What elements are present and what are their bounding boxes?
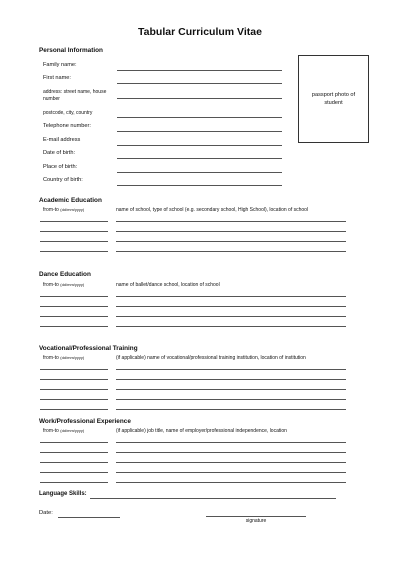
vocational-date-line[interactable] [40,369,108,370]
place-of-birth-field[interactable] [117,172,282,173]
vocational-detail-line[interactable] [116,369,346,370]
dance-date-line[interactable] [40,306,108,307]
language-skills-field[interactable] [90,498,336,499]
academic-detail-line[interactable] [116,251,346,252]
photo-label: passport photo of student [311,92,356,106]
work-date-line[interactable] [40,452,108,453]
work-detail-line[interactable] [116,482,346,483]
section-heading-personal: Personal Information [39,47,103,54]
vocational-detail-line[interactable] [116,389,346,390]
section-heading-vocational: Vocational/Professional Training [39,345,138,352]
first-name-field[interactable] [117,83,282,84]
work-detail-line[interactable] [116,472,346,473]
date-field[interactable] [58,517,120,518]
work-date-line[interactable] [40,462,108,463]
vocational-detail-line[interactable] [116,399,346,400]
language-skills-label: Language Skills: [39,491,87,497]
label-first-name: First name: [43,75,71,81]
vocational-date-line[interactable] [40,389,108,390]
academic-description-label: name of school, type of school (e.g. secondary school, High School), location of school [116,207,309,213]
dance-detail-line[interactable] [116,316,346,317]
dance-from-to-label: from-to (dd/mm/yyyy) [43,282,85,288]
date-label: Date: [39,510,53,516]
work-date-line[interactable] [40,442,108,443]
family-name-field[interactable] [117,70,282,71]
vocational-from-to-label: from-to (dd/mm/yyyy) [43,355,85,361]
signature-field[interactable] [206,516,306,517]
work-date-line[interactable] [40,472,108,473]
dance-date-line[interactable] [40,296,108,297]
work-description-label: (if applicable) job title, name of employer/professional independence, location [116,428,287,434]
work-detail-line[interactable] [116,462,346,463]
work-date-line[interactable] [40,482,108,483]
label-postcode: postcode, city, country [43,110,93,116]
vocational-detail-line[interactable] [116,379,346,380]
dance-detail-line[interactable] [116,326,346,327]
telephone-field[interactable] [117,131,282,132]
vocational-date-line[interactable] [40,399,108,400]
section-heading-dance: Dance Education [39,271,91,278]
dance-detail-line[interactable] [116,296,346,297]
email-field[interactable] [117,145,282,146]
label-date-of-birth: Date of birth: [43,150,76,156]
postcode-field[interactable] [117,117,282,118]
dance-date-line[interactable] [40,316,108,317]
academic-detail-line[interactable] [116,241,346,242]
label-telephone: Telephone number: [43,123,91,129]
document-title: Tabular Curriculum Vitae [138,26,262,38]
passport-photo-box[interactable] [298,55,369,143]
academic-date-line[interactable] [40,251,108,252]
label-place-of-birth: Place of birth: [43,164,78,170]
label-country-of-birth: Country of birth: [43,177,83,183]
label-family-name: Family name: [43,62,77,68]
academic-date-line[interactable] [40,231,108,232]
signature-label: signature [245,518,267,524]
work-detail-line[interactable] [116,452,346,453]
academic-from-to-label: from-to (dd/mm/yyyy) [43,207,85,213]
work-from-to-label: from-to (dd/mm/yyyy) [43,428,85,434]
academic-date-line[interactable] [40,221,108,222]
academic-detail-line[interactable] [116,231,346,232]
work-detail-line[interactable] [116,442,346,443]
label-address: address: street name, house number [43,89,107,102]
vocational-detail-line[interactable] [116,409,346,410]
country-of-birth-field[interactable] [117,185,282,186]
vocational-description-label: (if applicable) name of vocational/professional training institution, location of institution [116,355,306,361]
academic-detail-line[interactable] [116,221,346,222]
dance-description-label: name of ballet/dance school, location of school [116,282,220,288]
date-of-birth-field[interactable] [117,158,282,159]
dance-date-line[interactable] [40,326,108,327]
section-heading-work: Work/Professional Experience [39,418,131,425]
dance-detail-line[interactable] [116,306,346,307]
vocational-date-line[interactable] [40,379,108,380]
section-heading-academic: Academic Education [39,197,102,204]
vocational-date-line[interactable] [40,409,108,410]
address-field[interactable] [117,98,282,99]
label-email: E-mail address [43,137,81,143]
academic-date-line[interactable] [40,241,108,242]
